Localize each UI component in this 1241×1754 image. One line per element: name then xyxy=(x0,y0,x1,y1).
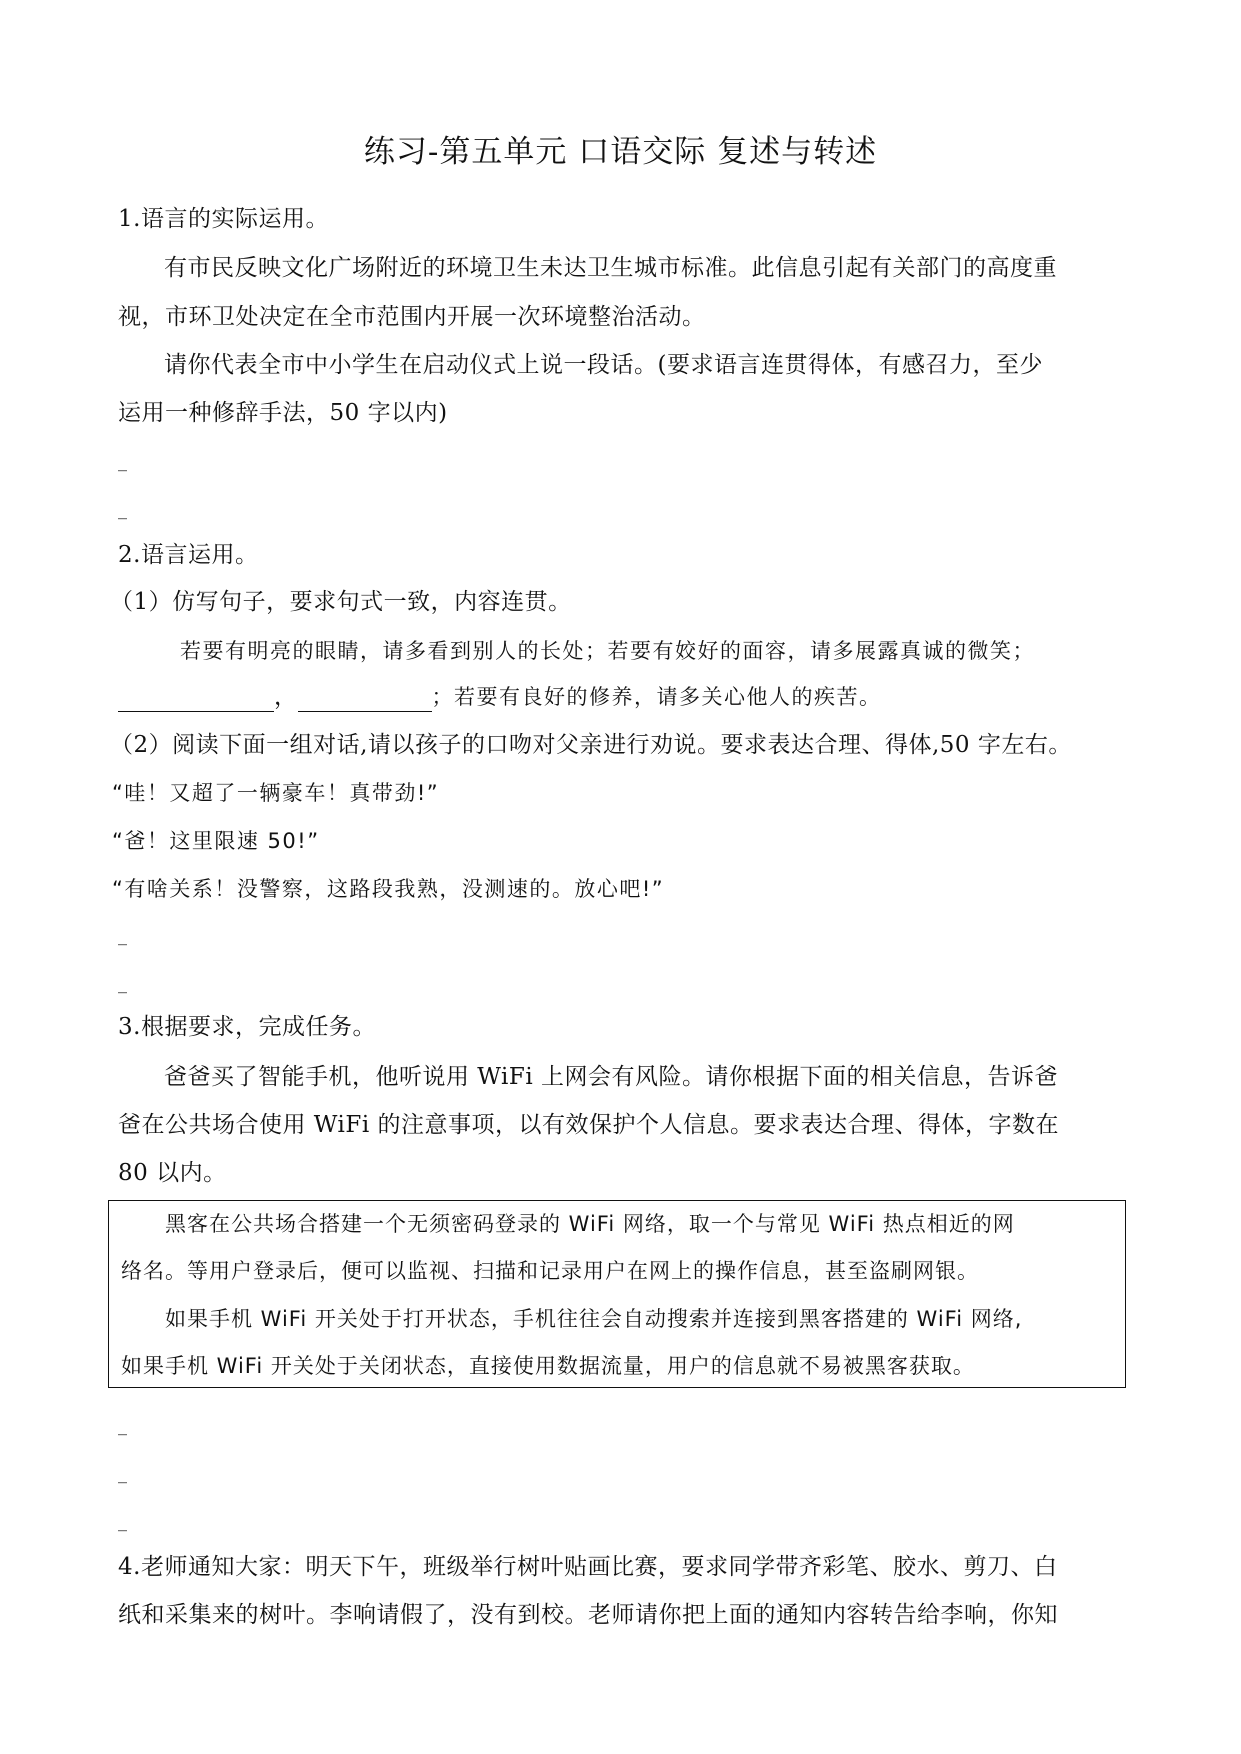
q2-sub1-heading: （1）仿写句子，要求句式一致，内容连贯。 xyxy=(110,589,572,615)
page-title: 练习-第五单元 口语交际 复述与转述 xyxy=(363,134,878,170)
q2-answer-blank-1[interactable]: _ xyxy=(118,925,127,946)
q3-answer-blank-1[interactable]: _ xyxy=(118,1415,127,1436)
q3-box-line-4: 如果手机 WiFi 开关处于关闭状态，直接使用数据流量，用户的信息就不易被黑客获取。 xyxy=(121,1354,975,1378)
q2-fill-blank-2[interactable] xyxy=(298,689,432,712)
q3-heading: 3.根据要求，完成任务。 xyxy=(118,1014,376,1040)
q3-paragraph-line-1: 爸爸买了智能手机，他听说用 WiFi 上网会有风险。请你根据下面的相关信息，告诉爸 xyxy=(164,1064,1059,1090)
q2-fill-blank-1[interactable] xyxy=(118,689,274,712)
q2-dialogue-line-3: “有啥关系！没警察，这路段我熟，没测速的。放心吧!” xyxy=(112,877,665,901)
q1-answer-blank-1[interactable]: _ xyxy=(118,451,127,472)
q3-answer-blank-3[interactable]: _ xyxy=(118,1511,127,1532)
q2-sub1-tail: ；若要有良好的修养，请多关心他人的疾苦。 xyxy=(431,685,882,709)
q1-paragraph-1-line-2: 视，市环卫处决定在全市范围内开展一次环境整治活动。 xyxy=(118,304,706,330)
q3-box-line-3: 如果手机 WiFi 开关处于打开状态，手机往往会自动搜索并连接到黑客搭建的 WiFi 网络, xyxy=(165,1307,1023,1331)
q1-heading: 1.语言的实际运用。 xyxy=(118,206,329,232)
q2-answer-blank-2[interactable]: _ xyxy=(118,973,127,994)
q2-fill-separator: ， xyxy=(274,684,298,710)
q2-dialogue-line-1: “哇！又超了一辆豪车！真带劲!” xyxy=(112,781,440,805)
q3-paragraph-line-3: 80 以内。 xyxy=(118,1160,227,1186)
q2-sub2-heading: （2）阅读下面一组对话,请以孩子的口吻对父亲进行劝说。要求表达合理、得体,50 字左右。 xyxy=(110,732,1072,758)
q2-dialogue-line-2: “爸！这里限速 50!” xyxy=(112,829,320,853)
q1-answer-blank-2[interactable]: _ xyxy=(118,499,127,520)
q4-line-1: 4.老师通知大家：明天下午，班级举行树叶贴画比赛，要求同学带齐彩笔、胶水、剪刀、白 xyxy=(118,1554,1058,1580)
q1-paragraph-1-line-1: 有市民反映文化广场附近的环境卫生未达卫生城市标准。此信息引起有关部门的高度重 xyxy=(164,255,1057,281)
q2-heading: 2.语言运用。 xyxy=(118,542,259,568)
q3-info-box xyxy=(108,1200,1126,1388)
q1-paragraph-2-line-2: 运用一种修辞手法，50 字以内) xyxy=(118,400,448,426)
q4-line-2: 纸和采集来的树叶。李响请假了，没有到校。老师请你把上面的通知内容转告给李响，你知 xyxy=(118,1602,1058,1628)
q3-box-line-2: 络名。等用户登录后，便可以监视、扫描和记录用户在网上的操作信息，甚至盗刷网银。 xyxy=(121,1259,979,1283)
q3-answer-blank-2[interactable]: _ xyxy=(118,1463,127,1484)
q2-sub1-model-sentence: 若要有明亮的眼睛，请多看到别人的长处；若要有姣好的面容，请多展露真诚的微笑； xyxy=(180,639,1035,663)
q1-paragraph-2-line-1: 请你代表全市中小学生在启动仪式上说一段话。(要求语言连贯得体，有感召力，至少 xyxy=(164,352,1043,378)
q3-paragraph-line-2: 爸在公共场合使用 WiFi 的注意事项，以有效保护个人信息。要求表达合理、得体，字数在 xyxy=(118,1112,1060,1138)
q2-sub1-fill-row xyxy=(118,682,1128,712)
q3-box-line-1: 黑客在公共场合搭建一个无须密码登录的 WiFi 网络，取一个与常见 WiFi 热点相近的网 xyxy=(165,1212,1015,1236)
